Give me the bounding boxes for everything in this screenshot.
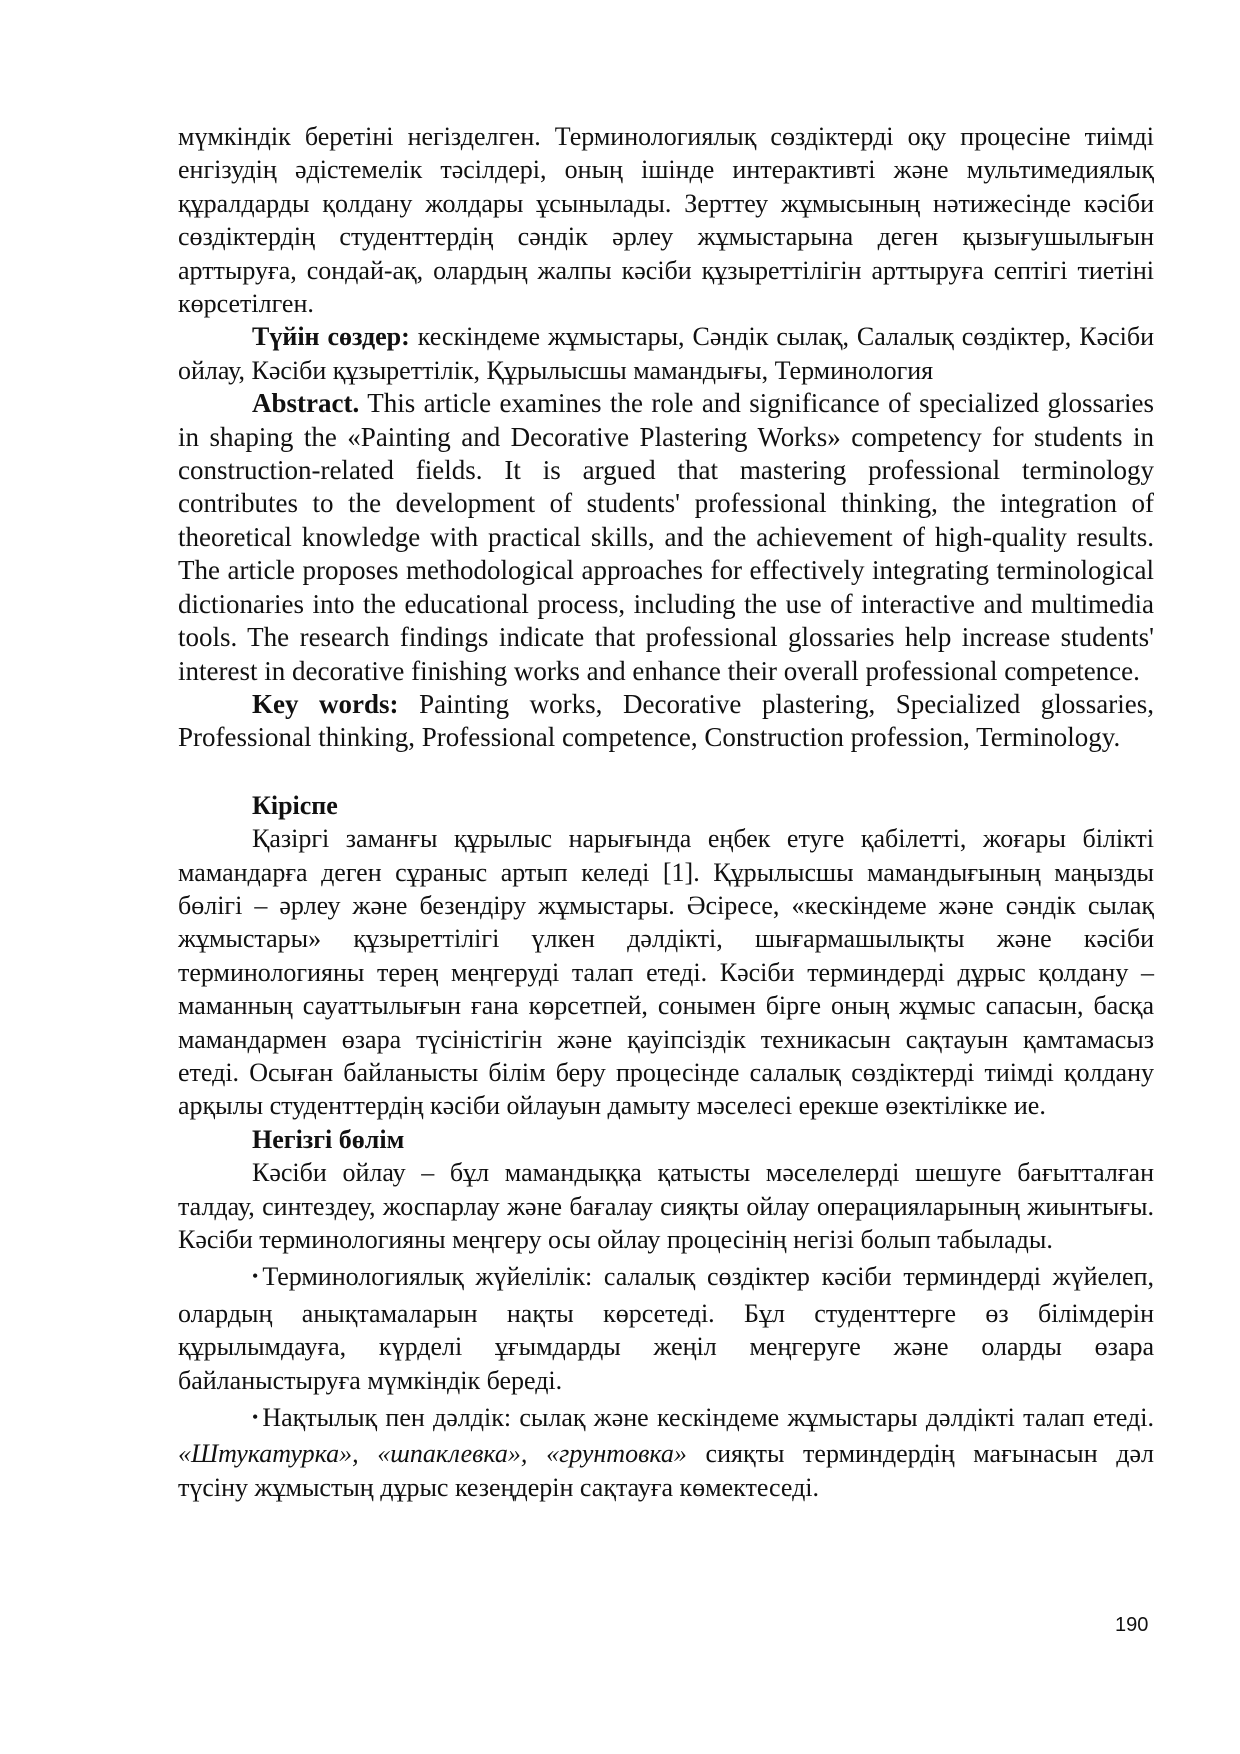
kz-abstract-ending: мүмкіндік беретіні негізделген. Терминологиялық сөздіктерді оқу процесіне тиімді енгізудің әдістемелік тәсілдері, оның ішінде интерактивті және мультимедиялық құралдарды қолдану жолдары ұсынылады. Зерттеу жұмысының нәтижесінде кәсіби сөздіктердің студенттердің сәндік әрлеу жұмыстарына деген қызығушылығын арттыруға, сондай-ақ, олардың жалпы кәсіби құзыреттілігін арттыруға септігі тиетіні көрсетілген. — [178, 122, 1154, 319]
bullet-text: Терминологиялық жүйелілік: салалық сөздіктер кәсіби терминдерді жүйелеп, олардың анықтамаларын нақты көрсетеді. Бұл студенттерге өз білімдерін құрылымдауға, күрделі ұғымдарды жеңіл меңгеруге және оларды өзара байланыстыруға мүмкіндік береді. — [178, 1262, 1154, 1395]
page-number: 190 — [1115, 1614, 1149, 1636]
kz-keywords-text: кескіндеме жұмыстары, Сәндік сылақ, Салалық сөздіктер, Кәсіби ойлау, Кәсіби құзыреттілік, Құрылысшы мамандығы, Терминология — [178, 322, 1155, 385]
introduction-paragraph: Қазіргі заманғы құрылыс нарығында еңбек етуге қабілетті, жоғары білікті мамандарға деген сұраныс артып келеді [1]. Құрылысшы мамандығының маңызды бөлігі – әрлеу және безендіру жұмыстары. Әсіресе, «кескіндеме және сәндік сылақ жұмыстары» құзыреттілігі үлкен дәлдікті, шығармашылықты және кәсіби терминологияны терең меңгеруді талап етеді. Кәсіби терминдерді дұрыс қолдану – маманның сауаттылығын ғана көрсетпей, сонымен бірге оның жұмыс сапасын, басқа мамандармен өзара түсіністігін және қауіпсіздік техникасын сақтауын қамтамасыз етеді. Осыған байланысты білім беру процесінде салалық сөздіктерді тиімді қолдану арқылы студенттердің кәсіби ойлауын дамыту мәселесі ерекше өзектілікке ие. — [178, 824, 1154, 1121]
main-part-paragraph: Кәсіби ойлау – бұл мамандыққа қатысты мәселелерді шешуге бағытталған талдау, синтездеу, жоспарлау және бағалау сияқты ойлау операцияларының жиынтығы. Кәсіби терминологияны меңгеру осы ойлау процесінің негізі болып табылады. — [178, 1158, 1154, 1254]
abstract-label: Abstract. — [252, 388, 360, 419]
kz-keywords — [178, 320, 1154, 387]
bullet-icon: • — [252, 1407, 259, 1428]
bullet-text: Нақтылық пен дәлдік: сылақ және кескіндеме жұмыстары дәлдікті талап етеді. — [262, 1403, 1154, 1433]
spacer — [178, 755, 1154, 789]
english-abstract — [178, 387, 1154, 688]
kz-keywords-label: Түйін сөздер: — [252, 322, 410, 352]
page-content — [178, 120, 1154, 1504]
bullet-item-precision — [178, 1401, 1154, 1504]
bullet-icon: • — [252, 1266, 259, 1287]
key-words-label: Key words: — [252, 688, 399, 719]
english-keywords — [178, 688, 1154, 755]
bullet-text-continued: сияқты терминдердің мағынасын дәл түсіну жұмыстың дұрыс кезеңдерін сақтауға көмектеседі. — [178, 1439, 1155, 1502]
abstract-text: This article examines the role and significance of specialized glossaries in shaping the «Painting and Decorative Plastering Works» competency for students in construction-related fields. It is argued that mastering professional terminology contributes to the development of students' professional thinking, the integration of theoretical knowledge with practical skills, and the achievement of high-quality results. The article proposes methodological approaches for effectively integrating terminological dictionaries into the educational process, including the use of interactive and multimedia tools. The research findings indicate that professional glossaries help increase students' interest in decorative finishing works and enhance their overall professional competence. — [178, 388, 1154, 686]
section-heading-main-part: Негізгі бөлім — [252, 1124, 405, 1154]
section-heading-introduction: Кіріспе — [252, 790, 338, 820]
key-words-text: Painting works, Decorative plastering, Specialized glossaries, Professional thinking, Professional competence, Construction profession, Terminology. — [178, 688, 1154, 753]
bullet-item-terminological-system — [178, 1260, 1154, 1397]
bullet-italic-terms: «Штукатурка», «шпаклевка», «грунтовка» — [178, 1439, 687, 1469]
